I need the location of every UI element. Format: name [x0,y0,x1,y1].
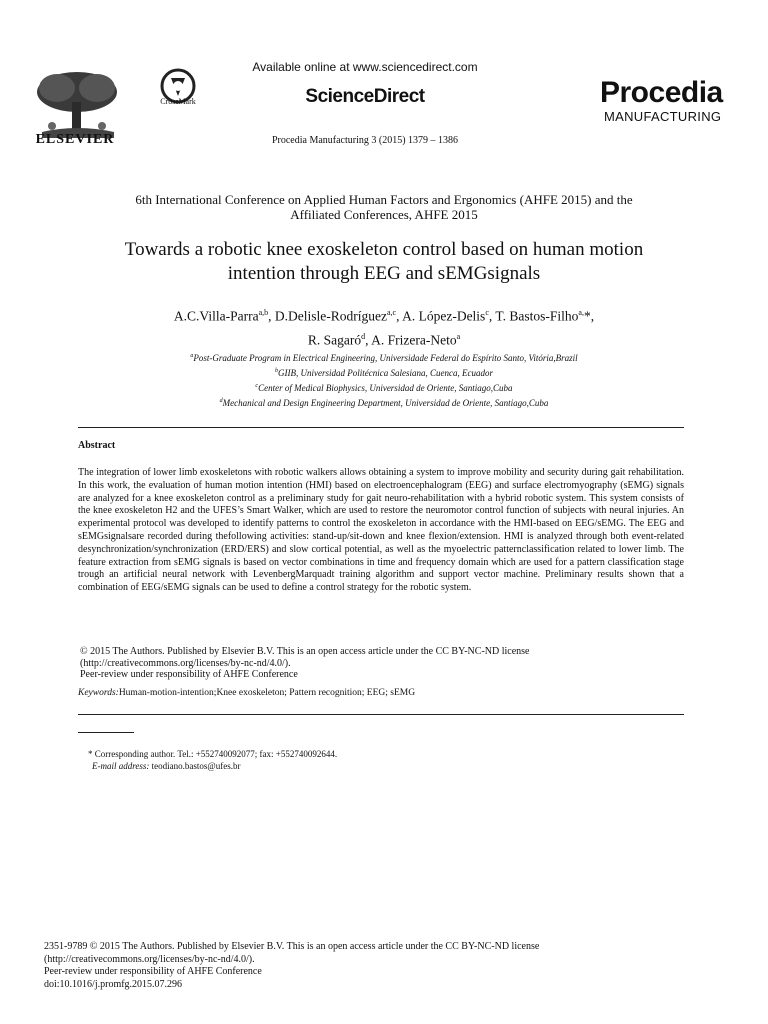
author-affil-sup: a,c [386,308,397,317]
crossmark-label: CrossMark [160,97,196,106]
divider-top [78,427,684,428]
affiliation: $^b$GIIB, Universidad Politécnica Salesiana, Cuenca, Ecuador [275,368,493,378]
keywords-label: Keywords: [78,688,119,698]
conference-name [70,192,698,222]
author-affil-sup: c [485,308,489,317]
copyright-peer-review: Peer-review under responsibility of AHFE Conference [44,966,262,977]
footnote-rule [78,732,134,733]
title-line-2: intention through EEG and sEMGsignals [227,263,541,284]
author-affil-sup: a, [578,308,584,317]
affiliation: $^a$Post-Graduate Program in Electrical Engineering, Universidade Federal do Espírito Santo, Vitória,Brazil [190,353,578,363]
author: T. Bastos-Filho [495,308,579,324]
copyright-license-link[interactable]: (http://creativecommons.org/licenses/by-nc-nd/4.0/). [44,953,255,965]
divider-bottom [78,714,684,715]
available-online-text: Available online at www.sciencedirect.com [252,60,478,74]
license-block [80,646,684,681]
author-affil-sup: a [456,331,461,341]
author: A. López-Delis [402,308,486,324]
author: A. Frizera-Neto [371,332,457,347]
corresponding-author: * Corresponding author. Tel.: +552740092077; fax: +552740092644. [88,749,338,759]
abstract-heading: Abstract [78,440,116,451]
keywords [78,688,682,698]
email-address[interactable]: teodiano.bastos@ufes.br [149,761,241,771]
author-affil-sup: d [361,331,366,341]
author-list: A.C.Villa-Parra$^{a,b}$, D.Delisle-Rodríguez$^{a,c}$, A. López-Delis$^c$, T. Bastos-Filho$^{a,}$*, R. Sagaró$^d$, A. Frizera-Neto$^a$ [173,308,595,347]
copyright-line: 2351-9789 © 2015 The Authors. Published by Elsevier B.V. This is an open access article under the CC BY-NC-ND license [44,941,540,952]
procedia-logo: Procedia [600,76,723,109]
affiliation: $^c$Center of Medical Biophysics, Universidad de Oriente, Santiago,Cuba [255,383,513,393]
conference-line-1: 6th International Conference on Applied Human Factors and Ergonomics (AHFE 2015) and the [135,192,633,207]
affiliation-list [60,350,708,410]
author: D.Delisle-Rodríguez [274,308,387,324]
procedia-subtitle: MANUFACTURING [604,109,722,124]
copyright-footer [44,941,724,991]
sciencedirect-logo: ScienceDirect [305,86,425,107]
peer-review-line: Peer-review under responsibility of AHFE Conference [80,669,298,680]
email-label: E-mail address: [92,761,150,771]
elsevier-wordmark: ELSEVIER [35,132,115,147]
title-line-1: Towards a robotic knee exoskeleton control based on human motion [124,239,644,260]
affiliation: $^d$Mechanical and Design Engineering Department, Universidad de Oriente, Santiago,Cuba [219,398,549,408]
author-affil-sup: a,b [258,308,269,317]
paper-title [60,238,708,286]
author: A.C.Villa-Parra [173,308,259,324]
author: R. Sagaró [307,332,362,347]
license-line-1: © 2015 The Authors. Published by Elsevier B.V. This is an open access article under the CC BY-NC-ND license [80,646,530,657]
license-link[interactable]: (http://creativecommons.org/licenses/by-nc-nd/4.0/). [80,657,291,669]
doi[interactable]: doi:10.1016/j.promfg.2015.07.296 [44,978,183,990]
crossmark-icon[interactable] [155,62,201,114]
journal-reference: Procedia Manufacturing 3 (2015) 1379 – 1386 [271,135,459,146]
footnote [88,748,678,772]
conference-line-2: Affiliated Conferences, AHFE 2015 [290,207,478,222]
keywords-text: Human-motion-intention;Knee exoskeleton; Pattern recognition; EEG; sEMG [118,688,416,698]
abstract-text: The integration of lower limb exoskeletons with robotic walkers allows obtaining a system to improve mobility and security during gait rehabilitation. In this work, the evaluation of human motion intention (HMI) based on electroencephalogram (EEG) and surface electromyography (sEMG) signals are analyzed for a knee exoskeleton control as a preliminary study for gait neuro-rehabilitation with a hybrid robotic system. This system consists of the knee exoskeleton H2 and the UFES’s Smart Walker, which are used to restore the neuromotor control function of subjects with neural injuries. An experimental protocol was developed to identify patterns to control the exoskeleton in accordance with the HMI-based on EEG/sEMG. The EEG and sEMGsignalsare recorded during thefollowing activities: stand-up/sit-down and knee flexion/extension. HMI is analyzed through both event-related desynchronization/synchronization (ERD/ERS) and slow cortical potential, as well as the myoelectric patternclassification related to lower limb. The feature extraction from sEMG signals is based on vector combinations in time and frequency domain which are used for a pattern classification stage trough an artificial neural network with LevenbergMarquadt training algorithm and support vector machine. Preliminary results shown that a combination of EEG/sEMG signals can be used to define a control strategy for the robotic system. [78,467,684,594]
